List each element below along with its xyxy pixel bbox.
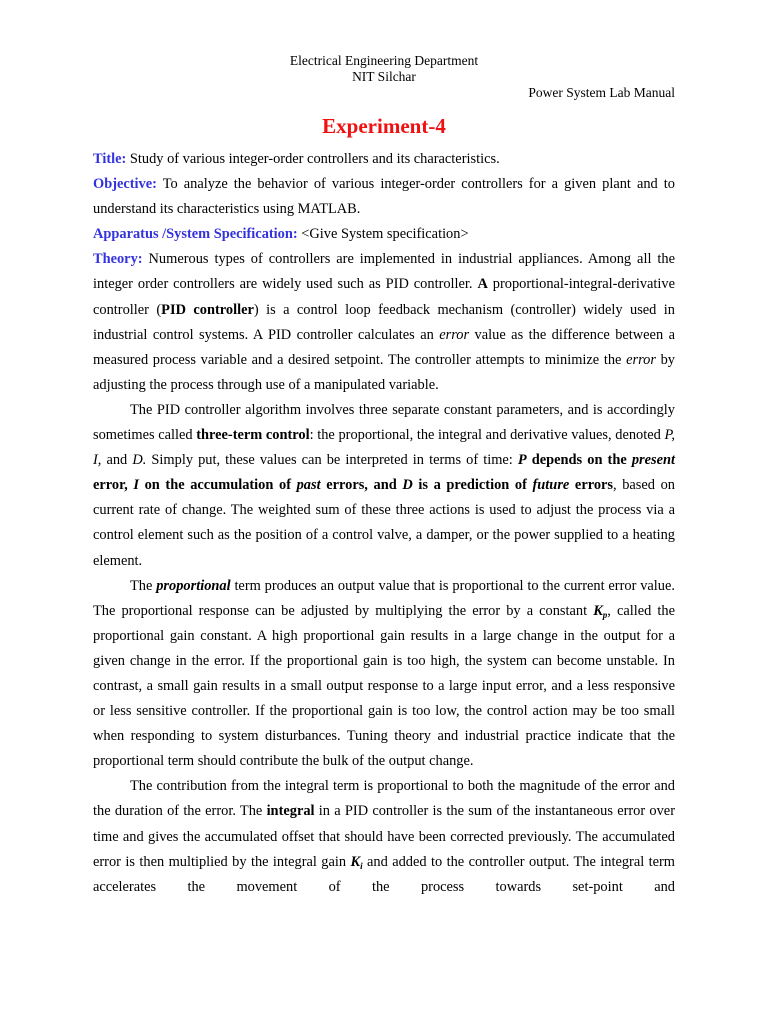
theory-paragraph-4 [93,774,675,899]
theory-text-bold-italic: I [133,477,139,494]
theory-text: , based on current rate of change. The weighted sum of these three actions is used to adjust the process via a control element such as the position of a control valve, a damper, or the power supplied to a heating element. [93,477,676,569]
apparatus-label: Apparatus /System Specification: [93,226,298,243]
theory-text-bold-italic: P [517,452,527,469]
theory-text: The contribution from the integral term is proportional to both the magnitude of the error and the duration of the error. The [93,778,675,820]
theory-text-bold: three-term control [196,427,310,444]
apparatus-paragraph [93,222,675,247]
theory-text: The PID controller algorithm involves three separate constant parameters, and is accordingly sometimes called [93,401,675,444]
theory-text-bold: integral [266,803,315,820]
objective-text: To analyze the behavior of various integer-order controllers for a given plant and to understand its characteristics using MATLAB. [93,176,675,218]
theory-text-bold: depends on the [526,452,632,469]
theory-text-bold: A [477,276,488,293]
department-header: Electrical Engineering Department [289,53,479,68]
theory-text-bold: is a prediction of [412,477,533,494]
theory-paragraph-1 [93,247,675,398]
theory-text-bold-italic: D [402,477,413,494]
theory-text-bold-italic: proportional [156,577,231,594]
title-paragraph [93,147,675,172]
theory-text: by adjusting the process through use of a manipulated variable. [93,351,675,393]
gain-symbol: K [350,853,361,870]
theory-text: Numerous types of controllers are implemented in industrial appliances. Among all the integer order controllers are widely used such as PID controller. [93,251,675,293]
theory-paragraph-3 [93,574,675,775]
manual-header: Power System Lab Manual [528,85,675,100]
theory-text-bold: error, [93,477,134,494]
theory-text-bold-italic: past [296,477,321,494]
theory-text: in a PID controller is the sum of the instantaneous error over time and gives the accumulated offset that should have been corrected previously. The accumulated error is then multiplied by the integral gain [93,803,675,870]
theory-text-bold: on the accumulation of [139,477,297,494]
theory-text-bold-italic: present [631,452,675,469]
apparatus-text: <Give System specification> [297,226,469,243]
theory-text-italic: error [439,326,470,343]
objective-label: Objective: [93,176,157,193]
experiment-title: Experiment-4 [322,114,446,138]
theory-label: Theory: [93,251,143,268]
objective-paragraph [93,172,675,222]
theory-text: Simply put, these values can be interpreted in terms of time: [146,452,518,469]
theory-text-bold: errors [569,477,614,494]
theory-text-bold: errors, and [320,477,403,494]
title-label: Title: [93,151,127,167]
theory-paragraph-2 [93,398,675,574]
title-text: Study of various integer-order controllers and its characteristics. [126,151,500,167]
theory-text: term produces an output value that is proportional to the current error value. The proportional response can be adjusted by multiplying the error by a constant [93,577,675,619]
gain-subscript: i [360,860,363,871]
theory-text-italic: P, I, [93,427,675,469]
theory-text-italic: error [626,351,656,368]
theory-text-bold: PID controller [161,301,254,318]
theory-text: , called the proportional gain constant. A high proportional gain results in a large change in the output for a given change in the error. If the proportional gain is too high, the system can become unstable. In contrast, a small gain results in a small output response to a large input error, and a less responsive or less sensitive controller. If the proportional gain is too low, the control action may be too small when responding to system disturbances. Tuning theory and industrial practice indicate that the proportional term should contribute the bulk of the output change. [93,602,675,770]
theory-text: and [101,452,133,469]
theory-text: and added to the controller output. The integral term accelerates the movement of the process towards set-point and [93,853,675,895]
theory-text: The [130,577,157,594]
gain-subscript: p [602,609,608,620]
gain-symbol: K [593,602,603,619]
theory-text-bold-italic: future [532,477,570,494]
theory-text: ) is a control loop feedback mechanism (controller) widely used in industrial control systems. A PID controller calculates an [93,301,675,343]
theory-text: proportional-integral-derivative controller ( [93,276,675,318]
theory-text: value as the difference between a measured process variable and a desired setpoint. The controller attempts to minimize the [93,326,675,368]
theory-text: : the proportional, the integral and derivative values, denoted [309,427,665,444]
theory-text-italic: D. [132,452,147,469]
document-body [93,147,675,900]
institute-header: NIT Silchar [352,69,416,84]
